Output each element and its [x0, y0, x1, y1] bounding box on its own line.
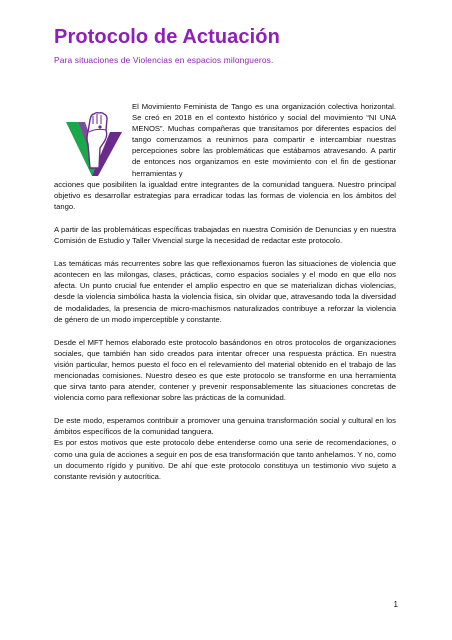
- paragraph-transformation: De este modo, esperamos contribuir a promover una genuina transformación social y cultural en los ámbitos específicos de la comunidad tanguera.: [54, 416, 396, 437]
- page-title: Protocolo de Actuación: [54, 26, 280, 48]
- paragraph-recommendations: Es por estos motivos que este protocolo debe entenderse como una serie de recomendaciones, o como una guía de acciones a seguir en pos de esa transformación que tanto anhelamos. Y no, como un documento rígido y punitivo. De ahí que este protocolo constituya un testimonio vivo sujeto a constante revisión y autocrítica.: [54, 438, 396, 481]
- paragraph-protocol-basis: Desde el MFT hemos elaborado este protocolo basándonos en otros protocolos de organizaciones sociales, que también han sido creados para intentar ofrecer una respuesta práctica. En nuestra visión particular, hemos puesto el foco en el relevamiento del material obtenido en el trabajo de las mencionadas comisiones. Nuestro deseo es que este protocolo se transforme en una herramienta que sirva tanto para atender, contener y prevenir responsablemente las situaciones concretas de violencia como para reflexionar sobre las prácticas de la comunidad.: [54, 337, 396, 403]
- page-subtitle: Para situaciones de Violencias en espacios milongueros.: [54, 55, 274, 65]
- paragraph-commissions: A partir de las problemáticas específicas trabajadas en nuestra Comisión de Denuncias y en nuestra Comisión de Estudio y Taller Vivencial surge la necesidad de redactar este protocolo.: [54, 224, 396, 246]
- paragraph-themes: Las temáticas más recurrentes sobre las que reflexionamos fueron las situaciones de violencia que acontecen en las milongas, clases, prácticas, como espacios sociales y el modo en que ello nos afecta. Un punto crucial fue entender el amplio espectro en que se materializan dichas violencias, desde la violencia simbólica hasta la violencia física, sin olvidar que, atravesando toda la diversidad de modalidades, la presencia de micro-machismos naturalizados contribuye a reforzar la violencia de género de un modo imperceptible y constante.: [54, 259, 396, 324]
- page-number: 1: [393, 600, 398, 609]
- paragraph-intro-top: El Movimiento Feminista de Tango es una organización colectiva horizontal. Se creó en 2018 en el contexto histórico y social del movimiento “NI UNA MENOS”. Muchas compañeras que transitamos por diferentes espacios del tango comenzamos a reunirnos para compartir e intercambiar nuestras percepciones sobre las problemáticas que estábamos atravesando. A partir de entonces nos organizamos en este movimiento con el fin de gestionar herramientas y: [132, 102, 396, 178]
- paragraph-intro-rest: acciones que posibiliten la igualdad entre integrantes de la comunidad tanguera. Nuestro principal objetivo es desarrollar estrategias para erradicar todas las formas de violencia en los ámbitos del tango.: [54, 179, 396, 211]
- document-body: [54, 101, 396, 494]
